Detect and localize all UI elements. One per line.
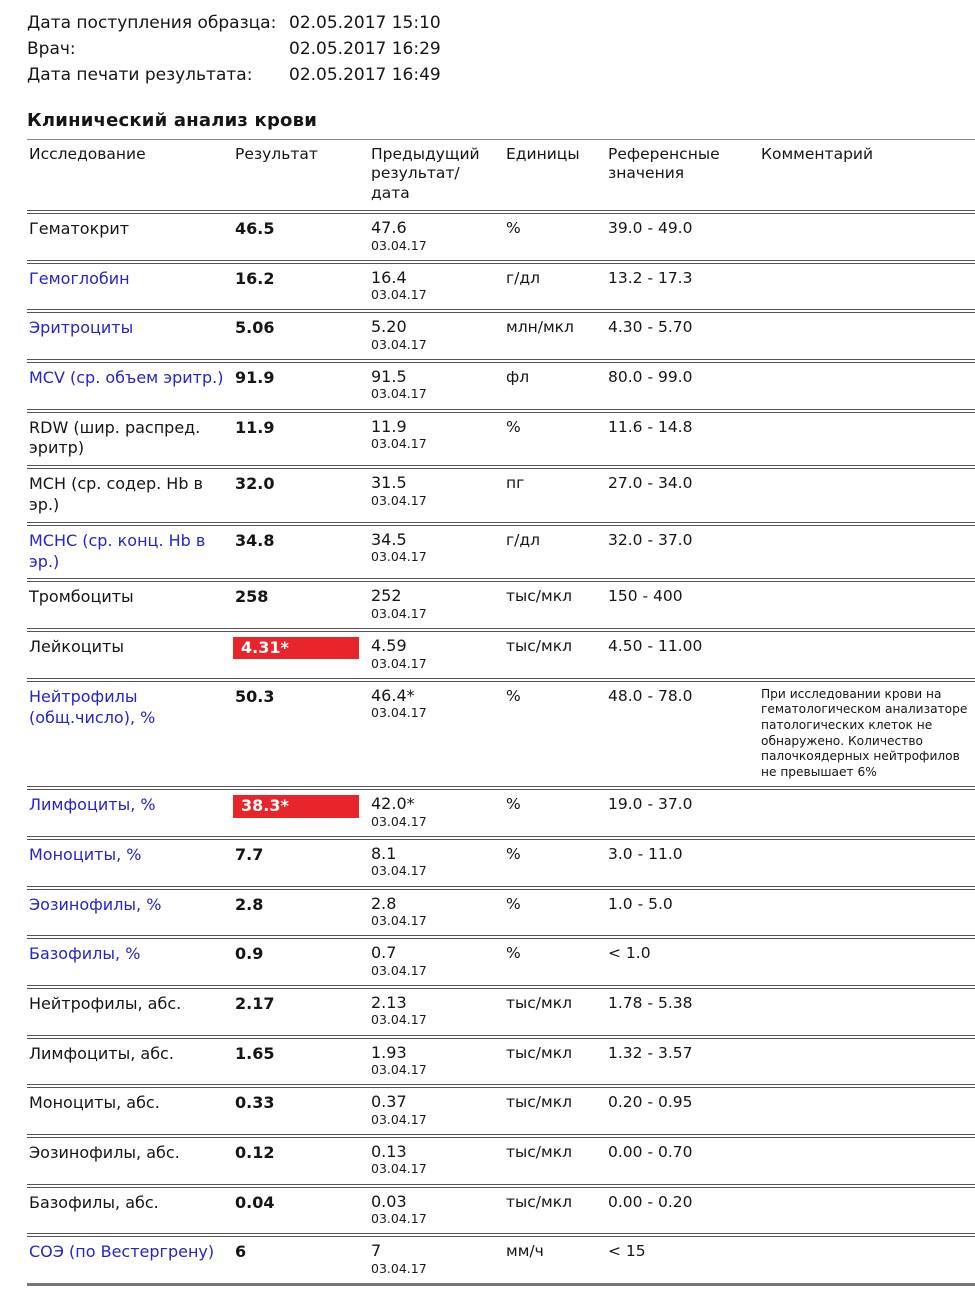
reference-range-cell: 48.0 - 78.0 — [608, 686, 693, 705]
units-cell: мм/ч — [506, 1242, 544, 1261]
result-cell — [233, 630, 369, 680]
result-cell: 34.8 — [235, 530, 275, 550]
result-cell: 2.17 — [235, 993, 275, 1013]
previous-result-cell — [369, 361, 504, 411]
test-name: Эозинофилы, абс. — [29, 1142, 180, 1162]
test-name-link[interactable]: MCHC (ср. конц. Hb в эр.) — [29, 530, 206, 571]
previous-result-date: 03.04.17 — [371, 1260, 427, 1276]
print-date-value: 02.05.2017 16:49 — [289, 65, 441, 85]
comment-cell — [759, 212, 975, 262]
test-name-link[interactable]: Моноциты, % — [29, 845, 142, 865]
table-row — [27, 680, 975, 789]
previous-result-cell — [369, 888, 504, 938]
previous-result-value: 46.4* — [371, 685, 415, 705]
previous-result-date: 03.04.17 — [371, 237, 427, 253]
result-cell: 0.04 — [235, 1192, 275, 1212]
previous-result-cell — [369, 987, 504, 1037]
table-row — [27, 212, 975, 262]
previous-result-cell — [369, 1037, 504, 1087]
units-cell: тыс/мкл — [506, 993, 572, 1012]
test-name: Тромбоциты — [29, 587, 134, 607]
test-name-link[interactable]: Лимфоциты, % — [29, 795, 156, 815]
test-name: Базофилы, абс. — [29, 1192, 159, 1212]
previous-result-value: 2.8 — [371, 893, 397, 913]
result-cell: 32.0 — [235, 474, 275, 494]
result-cell: 0.33 — [235, 1093, 275, 1113]
previous-result-cell — [369, 262, 504, 312]
comment-cell — [759, 262, 975, 312]
previous-result-date: 03.04.17 — [371, 1111, 427, 1127]
previous-result-cell — [369, 524, 504, 581]
reference-range-cell: 27.0 - 34.0 — [608, 474, 693, 493]
previous-result-date: 03.04.17 — [371, 813, 427, 829]
previous-result-cell — [369, 1186, 504, 1236]
previous-result-date: 03.04.17 — [371, 436, 427, 452]
test-name: MCH (ср. содер. Hb в эр.) — [29, 474, 203, 515]
print-date-label: Дата печати результата: — [27, 65, 253, 85]
meta-row-doctor — [27, 36, 975, 62]
previous-result-value: 31.5 — [371, 473, 407, 493]
comment-cell — [759, 1235, 975, 1284]
comment-cell — [759, 361, 975, 411]
units-cell: % — [506, 417, 521, 436]
result-cell: 50.3 — [235, 686, 275, 706]
meta-row-print-date — [27, 62, 975, 88]
previous-result-value: 0.7 — [371, 943, 397, 963]
comment-cell — [759, 524, 975, 581]
units-cell: тыс/мкл — [506, 1192, 572, 1211]
previous-result-date: 03.04.17 — [371, 549, 427, 565]
column-header-reference-values: Референсные значения — [606, 140, 759, 213]
reference-range-cell: 1.78 - 5.38 — [608, 993, 693, 1012]
comment-cell — [759, 1136, 975, 1186]
units-cell: млн/мкл — [506, 318, 574, 337]
result-cell: 16.2 — [235, 268, 275, 288]
previous-result-value: 2.13 — [371, 992, 407, 1012]
result-cell: 46.5 — [235, 219, 275, 239]
test-name: Гематокрит — [29, 219, 130, 239]
report-meta — [27, 10, 975, 88]
previous-result-value: 5.20 — [371, 317, 407, 337]
table-row — [27, 524, 975, 581]
comment-cell — [759, 467, 975, 524]
previous-result-cell — [369, 212, 504, 262]
table-row — [27, 937, 975, 987]
previous-result-date: 03.04.17 — [371, 605, 427, 621]
previous-result-date: 03.04.17 — [371, 655, 427, 671]
reference-range-cell: 1.0 - 5.0 — [608, 894, 673, 913]
test-name: Нейтрофилы, абс. — [29, 993, 182, 1013]
test-name-link[interactable]: СОЭ (по Вестергрену) — [29, 1242, 215, 1262]
reference-range-cell: 11.6 - 14.8 — [608, 417, 693, 436]
results-table — [27, 139, 975, 1286]
previous-result-value: 16.4 — [371, 267, 407, 287]
units-cell: % — [506, 795, 521, 814]
previous-result-cell — [369, 311, 504, 361]
result-cell: 7.7 — [235, 845, 264, 865]
column-header-test: Исследование — [27, 140, 233, 213]
units-cell: г/дл — [506, 530, 540, 549]
previous-result-value: 8.1 — [371, 844, 397, 864]
result-cell: 0.9 — [235, 944, 264, 964]
result-cell: 11.9 — [235, 417, 275, 437]
abnormal-result-highlight: 4.31* — [233, 637, 359, 659]
units-cell: тыс/мкл — [506, 1093, 572, 1112]
table-row — [27, 888, 975, 938]
previous-result-date: 03.04.17 — [371, 1210, 427, 1226]
previous-result-value: 42.0* — [371, 794, 415, 814]
table-row — [27, 1186, 975, 1236]
test-name: Лейкоциты — [29, 637, 124, 657]
previous-result-date: 03.04.17 — [371, 863, 427, 879]
comment-cell — [759, 1186, 975, 1236]
reference-range-cell: 150 - 400 — [608, 587, 683, 606]
reference-range-cell: < 1.0 — [608, 944, 651, 963]
reference-range-cell: 13.2 - 17.3 — [608, 268, 693, 287]
table-row — [27, 630, 975, 680]
test-name: Лимфоциты, абс. — [29, 1043, 174, 1063]
previous-result-cell — [369, 937, 504, 987]
comment-cell — [759, 411, 975, 468]
abnormal-result-highlight: 38.3* — [233, 795, 359, 817]
reference-range-cell: 0.00 - 0.20 — [608, 1192, 693, 1211]
units-cell: % — [506, 845, 521, 864]
test-name-link[interactable]: MCV (ср. объем эритр.) — [29, 368, 224, 388]
test-name-link[interactable]: Гемоглобин — [29, 268, 130, 288]
previous-result-value: 91.5 — [371, 367, 407, 387]
column-header-comment: Комментарий — [759, 140, 975, 213]
units-cell: фл — [506, 368, 530, 387]
previous-result-value: 0.37 — [371, 1092, 407, 1112]
previous-result-cell — [369, 580, 504, 630]
comment-cell — [759, 1037, 975, 1087]
section-title: Клинический анализ крови — [27, 110, 318, 131]
reference-range-cell: 32.0 - 37.0 — [608, 530, 693, 549]
reference-range-cell: < 15 — [608, 1242, 646, 1261]
table-row — [27, 311, 975, 361]
previous-result-value: 0.03 — [371, 1191, 407, 1211]
reference-range-cell: 80.0 - 99.0 — [608, 368, 693, 387]
test-name-link[interactable]: Эозинофилы, % — [29, 894, 162, 914]
table-row — [27, 467, 975, 524]
previous-result-value: 252 — [371, 586, 402, 606]
units-cell: % — [506, 219, 521, 238]
units-cell: тыс/мкл — [506, 1043, 572, 1062]
comment-cell — [759, 580, 975, 630]
units-cell: г/дл — [506, 268, 540, 287]
result-cell: 1.65 — [235, 1043, 275, 1063]
comment-cell — [759, 937, 975, 987]
result-cell — [233, 788, 369, 838]
previous-result-date: 03.04.17 — [371, 1161, 427, 1177]
previous-result-date: 03.04.17 — [371, 386, 427, 402]
units-cell: тыс/мкл — [506, 587, 572, 606]
previous-result-value: 11.9 — [371, 416, 407, 436]
previous-result-date: 03.04.17 — [371, 492, 427, 508]
meta-row-sample-date — [27, 10, 975, 36]
previous-result-date: 03.04.17 — [371, 1012, 427, 1028]
reference-range-cell: 39.0 - 49.0 — [608, 219, 693, 238]
result-cell: 2.8 — [235, 894, 264, 914]
sample-date-label: Дата поступления образца: — [27, 13, 277, 33]
table-row — [27, 580, 975, 630]
reference-range-cell: 4.50 - 11.00 — [608, 637, 703, 656]
reference-range-cell: 1.32 - 3.57 — [608, 1043, 693, 1062]
table-row — [27, 1235, 975, 1284]
result-cell: 258 — [235, 587, 269, 607]
previous-result-value: 7 — [371, 1241, 382, 1261]
previous-result-date: 03.04.17 — [371, 336, 427, 352]
reference-range-cell: 0.00 - 0.70 — [608, 1142, 693, 1161]
units-cell: % — [506, 686, 521, 705]
previous-result-cell — [369, 838, 504, 888]
previous-result-value: 1.93 — [371, 1042, 407, 1062]
table-row — [27, 838, 975, 888]
comment-cell — [759, 311, 975, 361]
comment-cell — [759, 788, 975, 838]
previous-result-value: 34.5 — [371, 529, 407, 549]
previous-result-cell — [369, 1136, 504, 1186]
units-cell: % — [506, 894, 521, 913]
test-name: RDW (шир. распред. эритр) — [29, 417, 201, 458]
table-row — [27, 1136, 975, 1186]
comment-cell — [759, 630, 975, 680]
previous-result-cell — [369, 788, 504, 838]
previous-result-cell — [369, 467, 504, 524]
previous-result-cell — [369, 680, 504, 789]
comment-cell — [759, 888, 975, 938]
sample-date-value: 02.05.2017 15:10 — [289, 13, 441, 33]
test-name-link[interactable]: Нейтрофилы (общ.число), % — [29, 686, 156, 727]
test-name-link[interactable]: Эритроциты — [29, 318, 134, 338]
comment-cell — [759, 838, 975, 888]
reference-range-cell: 19.0 - 37.0 — [608, 795, 693, 814]
previous-result-date: 03.04.17 — [371, 1062, 427, 1077]
column-header-previous-result: Предыдущий результат/дата — [369, 140, 504, 213]
column-header-units: Единицы — [504, 140, 606, 213]
table-row — [27, 987, 975, 1037]
reference-range-cell: 3.0 - 11.0 — [608, 845, 683, 864]
previous-result-date: 03.04.17 — [371, 287, 427, 303]
table-row — [27, 361, 975, 411]
units-cell: пг — [506, 474, 525, 493]
table-row — [27, 788, 975, 838]
previous-result-value: 47.6 — [371, 218, 407, 238]
table-row — [27, 411, 975, 468]
reference-range-cell: 0.20 - 0.95 — [608, 1093, 693, 1112]
result-cell: 0.12 — [235, 1142, 275, 1162]
table-header-row — [27, 140, 975, 213]
previous-result-date: 03.04.17 — [371, 705, 427, 721]
table-row — [27, 1037, 975, 1087]
test-name-link[interactable]: Базофилы, % — [29, 944, 141, 964]
column-header-result: Результат — [233, 140, 369, 213]
reference-range-cell: 4.30 - 5.70 — [608, 318, 693, 337]
previous-result-date: 03.04.17 — [371, 962, 427, 978]
previous-result-cell — [369, 1235, 504, 1284]
previous-result-value: 0.13 — [371, 1141, 407, 1161]
units-cell: тыс/мкл — [506, 637, 572, 656]
units-cell: % — [506, 944, 521, 963]
result-cell: 5.06 — [235, 318, 275, 338]
result-cell: 91.9 — [235, 368, 275, 388]
result-cell: 6 — [235, 1242, 247, 1262]
units-cell: тыс/мкл — [506, 1142, 572, 1161]
test-name: Моноциты, абс. — [29, 1093, 160, 1113]
comment-cell — [759, 987, 975, 1037]
previous-result-cell — [369, 630, 504, 680]
doctor-value: 02.05.2017 16:29 — [289, 39, 441, 59]
previous-result-date: 03.04.17 — [371, 913, 427, 929]
previous-result-value: 4.59 — [371, 636, 407, 656]
comment-cell: При исследовании крови на гематологическом анализаторе патологических клеток не обнаружено. Количество палочкоядерных нейтрофилов не превышает 6% — [761, 686, 968, 779]
table-row — [27, 262, 975, 312]
previous-result-cell — [369, 411, 504, 468]
doctor-label: Врач: — [27, 39, 76, 59]
